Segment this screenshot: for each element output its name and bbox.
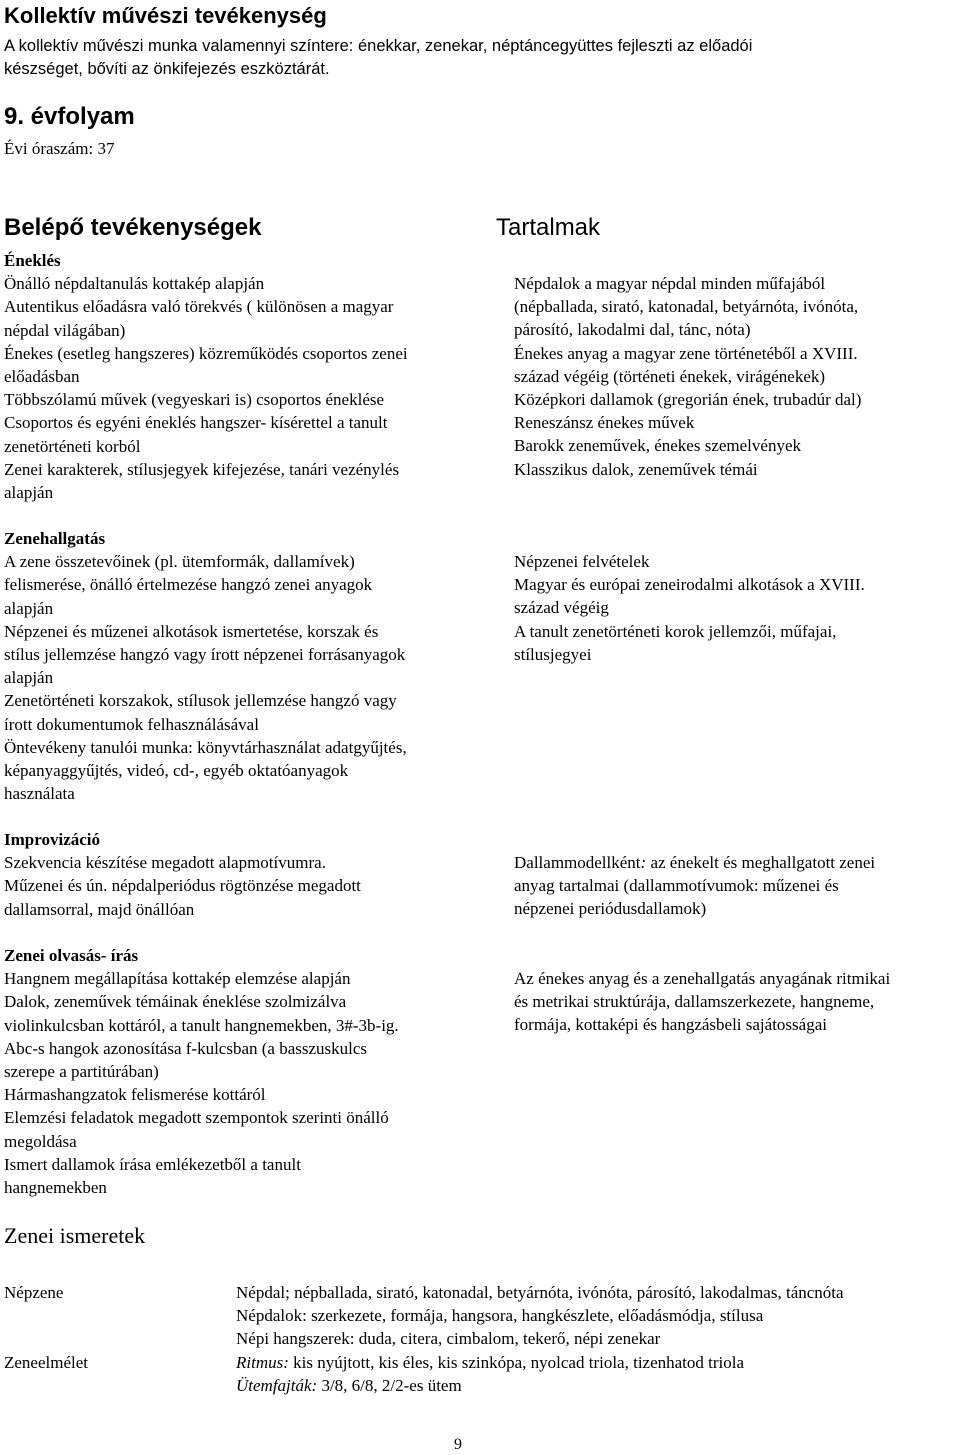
text-line: Középkori dallamok (gregorián ének, trubadúr dal) [514, 390, 862, 410]
text-line: Népdalok: szerkezete, formája, hangsora, hangkészlete, előadásmódja, stílusa [236, 1306, 764, 1326]
text-line: formája, kottaképi és hangzásbeli sajátosságai [514, 1015, 827, 1035]
section-singing-left [4, 249, 408, 504]
text-line: Az énekes anyag és a zenehallgatás anyagának ritmikai [514, 969, 891, 988]
section-listening-left [4, 527, 407, 805]
text-line: Csoportos és egyéni éneklés hangszer- kísérettel a tanult [4, 413, 388, 433]
section-heading: Éneklés [4, 251, 61, 270]
melody-model-text: az énekelt és meghallgatott zenei [646, 853, 876, 872]
text-line: stílus jellemzése hangzó vagy írott népzenei forrásanyagok [4, 645, 406, 665]
page-title: Kollektív művészi tevékenység [4, 3, 327, 28]
text-line: Népdalok a magyar népdal minden műfajából [514, 274, 826, 293]
text-line: Zenei karakterek, stílusjegyek kifejezése, tanári vezénylés [4, 459, 400, 479]
folk-music-block [236, 1281, 844, 1351]
text-line: használata [4, 784, 75, 804]
text-line: dallamsorral, majd önállóan [4, 899, 195, 919]
section-heading: Improvizáció [4, 830, 101, 849]
rhythm-label: Ritmus: [236, 1353, 289, 1372]
text-line: Énekes anyag a magyar zene történetéből a XVIII. [514, 343, 858, 363]
section-improvisation-left [4, 828, 361, 921]
text-line: Többszólamú művek (vegyeskari is) csoportos éneklése [4, 390, 385, 410]
text-line: írott dokumentumok felhasználásával [4, 714, 259, 734]
text-line: és metrikai struktúrája, dallamszerkezete, hangneme, [514, 992, 875, 1012]
text-line: Autentikus előadásra való törekvés ( különösen a magyar [4, 297, 394, 317]
section-heading: Zenehallgatás [4, 529, 106, 548]
intro-line: készséget, bővíti az önkifejezés eszköztárát. [4, 60, 330, 78]
text-line: Ismert dallamok írása emlékezetből a tanult [4, 1154, 301, 1174]
text-line: A zene összetevőinek (pl. ütemformák, dallamívek) [4, 552, 355, 572]
text-line: Klasszikus dalok, zeneművek témái [514, 459, 758, 479]
text-line: Népzenei és műzenei alkotások ismertetése, korszak és [4, 621, 379, 641]
text-line: század végéig (történeti énekek, virágénekek) [514, 366, 826, 386]
intro-paragraph [4, 35, 752, 81]
text-line: század végéig [514, 598, 609, 618]
text-line: alapján [4, 483, 54, 503]
text-line: hangnemekben [4, 1178, 107, 1198]
text-line: megoldása [4, 1131, 77, 1151]
text-line: A tanult zenetörténeti korok jellemzői, műfajai, [514, 621, 837, 641]
page-number: 9 [454, 1436, 462, 1453]
melody-model-colon: : [640, 853, 647, 872]
left-column-heading: Belépő tevékenységek [4, 214, 262, 241]
section-singing-right [514, 272, 861, 481]
text-line: Hármashangzatok felismerése kottáról [4, 1085, 266, 1105]
section-improvisation-right [514, 851, 875, 921]
rhythm-text: kis nyújtott, kis éles, kis szinkópa, nyolcad triola, tizenhatod triola [288, 1353, 745, 1372]
text-line: Reneszánsz énekes művek [514, 413, 695, 433]
section-reading-writing-left [4, 944, 399, 1199]
annual-hours: Évi óraszám: 37 [4, 139, 115, 158]
right-column-heading: Tartalmak [496, 214, 601, 241]
text-line: alapján [4, 598, 54, 618]
text-line [514, 851, 875, 874]
text-line: Szekvencia készítése megadott alapmotívumra. [4, 853, 326, 873]
text-line: Dalok, zeneművek témáinak éneklése szolmizálva [4, 992, 347, 1012]
text-line: Abc-s hangok azonosítása f-kulcsban (a basszuskulcs [4, 1038, 368, 1058]
text-line: népdal világában) [4, 320, 126, 340]
text-line [236, 1374, 744, 1397]
section-heading: Zenei olvasás- írás [4, 946, 139, 965]
text-line: népzenei periódusdallamok) [514, 899, 707, 919]
text-line: Magyar és európai zeneirodalmi alkotások a XVIII. [514, 575, 865, 595]
grade-heading: 9. évfolyam [4, 103, 135, 130]
text-line: violinkulcsban kottáról, a tanult hangnemekben, 3#-3b-ig. [4, 1015, 399, 1035]
knowledge-heading: Zenei ismeretek [4, 1223, 146, 1248]
music-theory-block [236, 1351, 744, 1397]
text-line: Elemzési feladatok megadott szempontok szerinti önálló [4, 1108, 389, 1128]
text-line: Népzenei felvételek [514, 552, 650, 571]
text-line: anyag tartalmai (dallammotívumok: műzenei és [514, 876, 839, 896]
text-line: zenetörténeti korból [4, 436, 141, 456]
text-line: szerepe a partitúrában) [4, 1062, 159, 1082]
text-line: stílusjegyei [514, 644, 592, 664]
section-reading-writing-right [514, 967, 890, 1037]
folk-music-label: Népzene [4, 1283, 64, 1302]
text-line [236, 1351, 744, 1374]
melody-model-term: Dallammodellként [514, 853, 641, 872]
text-line: (népballada, sirató, katonadal, betyárnóta, ivónóta, [514, 297, 859, 317]
text-line: Népdal; népballada, sirató, katonadal, betyárnóta, ivónóta, párosító, lakodalmas, táncnóta [236, 1283, 844, 1302]
text-line: képanyaggyűjtés, videó, cd-, egyéb oktatóanyagok [4, 761, 349, 781]
text-line: Önálló népdaltanulás kottakép alapján [4, 274, 265, 294]
text-line: felismerése, önálló értelmezése hangzó zenei anyagok [4, 575, 373, 595]
text-line: alapján [4, 668, 54, 688]
section-listening-right [514, 550, 865, 666]
text-line: előadásban [4, 367, 80, 387]
text-line: Barokk zeneművek, énekes szemelvények [514, 436, 801, 456]
text-line: párosító, lakodalmi dal, tánc, nóta) [514, 320, 751, 340]
music-theory-label: Zeneelmélet [4, 1353, 89, 1372]
text-line: Hangnem megállapítása kottakép elemzése alapján [4, 969, 351, 989]
text-line: Népi hangszerek: duda, citera, cimbalom, tekerő, népi zenekar [236, 1329, 661, 1349]
text-line: Zenetörténeti korszakok, stílusok jellemzése hangzó vagy [4, 691, 397, 711]
meter-text: 3/8, 6/8, 2/2-es ütem [317, 1376, 462, 1396]
text-line: Énekes (esetleg hangszeres) közreműködés csoportos zenei [4, 343, 408, 363]
meter-label: Ütemfajták: [236, 1376, 318, 1396]
text-line: Műzenei és ún. népdalperiódus rögtönzése megadott [4, 876, 361, 896]
text-line: Öntevékeny tanulói munka: könyvtárhasználat adatgyűjtés, [4, 737, 407, 757]
intro-line: A kollektív művészi munka valamennyi színtere: énekkar, zenekar, néptáncegyüttes fejleszti az előadói [4, 37, 753, 55]
